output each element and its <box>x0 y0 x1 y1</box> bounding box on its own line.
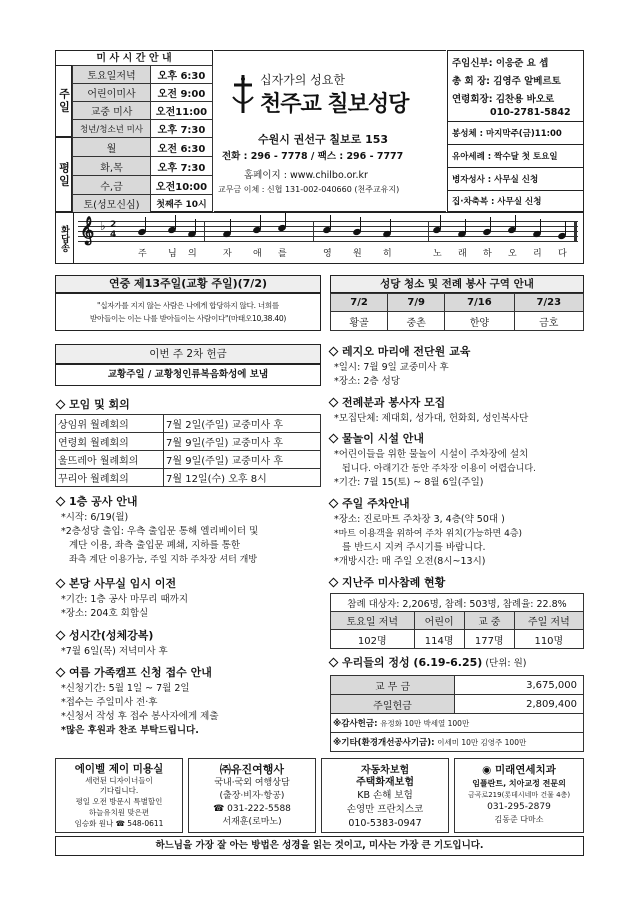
hymn-syllable: 노 <box>433 249 442 259</box>
notice-line: *시작: 6/19(월) <box>61 512 129 523</box>
offering-content: 교황주일 / 교황청인류복음화성에 보냄 <box>55 364 321 386</box>
cleaning-date: 7/23 <box>514 294 583 312</box>
hymn-syllable: 영 <box>323 249 332 259</box>
notice-line: 계단 이용, 좌측 출입문 폐쇄, 지하를 통한 <box>69 540 240 551</box>
meeting-name: 꾸리아 월례회의 <box>56 469 164 487</box>
office-title: 본당 사무실 임시 이전 <box>55 575 323 591</box>
meeting-name: 울뜨레아 월례회의 <box>56 451 164 469</box>
staff-funeral-phone: 010-2781-5842 <box>490 107 571 118</box>
mass-row <box>73 102 213 120</box>
ad-line: 기다립니다. <box>99 786 139 795</box>
church-name: 천주교 칠보성당 <box>260 91 409 117</box>
music-note-stem <box>540 219 541 233</box>
mass-name: 교중 미사 <box>73 102 151 120</box>
notice-line: *모집단체: 제대회, 성가대, 헌화회, 성인복사단 <box>334 413 529 424</box>
donation-amount: 2,809,400 <box>455 695 584 714</box>
cleaning-date: 7/16 <box>445 294 514 312</box>
diamond-icon <box>329 657 339 667</box>
thanks-value: 유정화 10만 박세열 100만 <box>380 719 470 728</box>
attendance-table <box>330 593 584 649</box>
mass-row <box>73 66 213 84</box>
meetings-table <box>55 414 321 487</box>
water-notice <box>328 430 586 490</box>
cleaning-area: 금호 <box>514 312 583 331</box>
notice-line: 됩니다. 아래기간 동안 주차장 이용이 어렵습니다. <box>342 464 536 474</box>
ad-line: 주택화재보험 <box>356 777 414 788</box>
ad-line: 하늘유치원 맞은편 <box>88 808 150 817</box>
music-note-stem <box>360 217 361 231</box>
mass-time: 첫째주 10시 <box>151 195 213 213</box>
sunday-quote-box <box>55 293 321 331</box>
attendance-summary-row <box>331 594 584 612</box>
church-header <box>214 50 446 212</box>
donation-table <box>330 675 584 752</box>
notice-line: 좌측 계단 이용가능, 주일 지하 주차장 셔터 개방 <box>69 555 258 565</box>
hymn-syllable: 애 <box>253 249 262 259</box>
notice-line: *장소: 2층 성당 <box>334 376 400 387</box>
mass-row <box>73 195 213 213</box>
construction-title: 1층 공사 안내 <box>55 493 323 509</box>
meeting-when: 7월 2일(주일) 교중미사 후 <box>164 415 321 433</box>
hymn-syllable: 자 <box>223 249 232 259</box>
music-note-stem <box>145 217 146 231</box>
donation-amount: 3,675,000 <box>455 676 584 695</box>
ad-line: 금곡로219(롯데시네마 건물 4층) <box>467 791 571 799</box>
table-row <box>331 695 584 714</box>
ad-line: 김동준 다마소 <box>494 815 544 824</box>
table-row <box>56 451 321 469</box>
mass-name: 월 <box>73 138 151 157</box>
hymn-syllable: 하 <box>483 249 492 259</box>
music-note-stem <box>465 219 466 233</box>
legio-notice <box>328 343 586 389</box>
church-logo-icon <box>230 73 256 115</box>
holy-hour-notice <box>55 627 323 659</box>
cleaning-area: 한양 <box>445 312 514 331</box>
mass-name: 화,목 <box>73 157 151 176</box>
hymn-syllable: 주 <box>138 249 147 259</box>
mass-name: 수,금 <box>73 176 151 195</box>
cleaning-areas-row <box>331 312 584 331</box>
attendance-header: 토요일 저녁 <box>331 612 415 630</box>
ad-travel <box>188 758 316 833</box>
attendance-value: 102명 <box>331 630 415 649</box>
music-note-stem <box>565 221 566 235</box>
staff-anointing: 병자성사 : 사무실 신청 <box>452 175 539 185</box>
diamond-icon <box>329 577 339 587</box>
construction-notice <box>55 493 323 567</box>
music-note-stem <box>260 215 261 229</box>
hymn-syllable: 의 <box>188 249 197 259</box>
sunday-quote-line: "십자가를 지지 않는 사람은 나에게 합당하지 않다. 너희를 <box>97 301 279 310</box>
hymn-syllable: 원 <box>353 249 362 259</box>
ad-title: 에이벨 제이 미용실 <box>74 763 164 775</box>
donation-title: 우리들의 정성 (6.19-6.25) (단위: 원) <box>328 654 527 670</box>
notice-line: *신청기간: 5월 1일 ~ 7월 2일 <box>61 683 190 694</box>
diamond-icon <box>329 433 339 443</box>
music-note-stem <box>230 219 231 233</box>
mass-sunday-table <box>72 65 213 138</box>
attendance-value: 110명 <box>514 630 583 649</box>
mass-time: 오후 6:30 <box>151 66 213 84</box>
meeting-when: 7월 12일(수) 오후 8시 <box>164 469 321 487</box>
cleaning-area: 황골 <box>331 312 388 331</box>
diamond-icon <box>329 498 339 508</box>
cleaning-date: 7/2 <box>331 294 388 312</box>
ad-line: ☎ 031-222-5588 <box>213 804 291 814</box>
attendance-header: 교 중 <box>464 612 514 630</box>
ad-line: 031-295-2879 <box>487 802 551 812</box>
weekday-label-box <box>55 137 72 212</box>
hymn-box <box>55 212 584 264</box>
mass-schedule-title: 미 사 시 간 안 내 <box>56 51 212 66</box>
ad-line: (출장·비자·항공) <box>219 791 285 801</box>
camp-notice <box>55 664 323 738</box>
hymn-syllable: 를 <box>278 249 287 259</box>
music-note-stem <box>390 219 391 233</box>
mass-time: 오전 9:00 <box>151 84 213 102</box>
attendance-values-row <box>331 630 584 649</box>
mass-row <box>73 176 213 195</box>
music-note-stem <box>515 215 516 229</box>
mass-row <box>73 84 213 102</box>
notice-line: *마트 이용객을 위하여 주차 위치(가능하면 4층) <box>334 529 523 539</box>
ad-line: 손영만 프란치스코 <box>346 804 424 815</box>
attendance-header-row <box>331 612 584 630</box>
ad-line: KB 손해 보험 <box>357 790 413 801</box>
table-row <box>331 676 584 695</box>
attendance-summary: 참례 대상자: 2,206명, 참례: 503명, 참례율: 22.8% <box>331 594 584 612</box>
mass-row <box>73 157 213 176</box>
ad-dental <box>454 758 584 833</box>
ad-line: 임승화 원나 ☎ 548-0611 <box>74 819 164 828</box>
diamond-icon <box>56 496 66 506</box>
ad-title: 자동차보험 <box>360 765 410 776</box>
sunday-quote-line: 받아들이는 이는 나를 받아들이는 사람이다"(마태오10,38.40) <box>89 314 287 323</box>
table-row <box>331 714 584 733</box>
staff-baptism: 유아세례 : 짝수달 첫 토요일 <box>452 152 558 162</box>
staff-communion: 봉성체 : 마지막주(금)11:00 <box>452 129 562 139</box>
sunday-label: 주일 <box>57 88 71 114</box>
donation-unit: (단위: 원) <box>485 658 527 669</box>
music-note-stem <box>440 215 441 229</box>
cleaning-area: 중촌 <box>388 312 445 331</box>
church-account: 교무금 이체 : 신협 131-002-040660 (천주교유지) <box>218 185 400 194</box>
meeting-name: 연령회 월례회의 <box>56 433 164 451</box>
mass-name: 토(성모신심) <box>73 195 151 213</box>
ad-insurance <box>321 758 449 833</box>
attendance-header: 주일 저녁 <box>514 612 583 630</box>
church-homepage[interactable]: 홈페이지 : www.chilbo.or.kr <box>244 170 368 181</box>
table-row <box>331 733 584 752</box>
ad-line: 평일 오전 방문시 특별할인 <box>75 797 163 806</box>
ad-line: 세련된 디자이너들이 <box>85 776 153 785</box>
notice-line: *장소: 진로마트 주차장 3, 4층(약 50대 ) <box>334 514 505 525</box>
staff-president: 총 회 장: 김영주 알베르토 <box>452 76 561 87</box>
music-staff <box>78 215 578 244</box>
music-note-stem <box>330 215 331 229</box>
staff-funeral: 연령회장: 김찬용 바오로 <box>452 94 555 105</box>
mass-time: 오후 7:30 <box>151 157 213 176</box>
liturgy-title: 전례분과 봉사자 모집 <box>328 394 586 410</box>
flat-icon: ♭ <box>100 219 106 233</box>
mass-time: 오후 7:30 <box>151 120 213 138</box>
diamond-icon <box>56 399 66 409</box>
parking-notice <box>328 495 586 569</box>
footer-verse: 하느님을 가장 잘 아는 방법은 성경을 읽는 것이고, 미사는 가장 큰 기도입니다. <box>55 836 584 856</box>
mass-time: 오전 6:30 <box>151 138 213 157</box>
notice-line: *신청서 작성 후 접수 봉사자에게 제출 <box>61 711 219 722</box>
mass-row <box>73 138 213 157</box>
offering-title: 이번 주 2차 헌금 <box>55 344 321 364</box>
mass-time: 오전11:00 <box>151 102 213 120</box>
ad-salon <box>55 758 183 833</box>
notice-line: *접수는 주일미사 전·후 <box>61 697 158 708</box>
notice-line: *개방시간: 매 주일 오전(8시~13시) <box>334 556 486 567</box>
mass-row <box>73 120 213 138</box>
mass-name: 청년/청소년 미사 <box>73 120 151 138</box>
table-row <box>56 415 321 433</box>
hymn-syllable: 래 <box>458 249 467 259</box>
staff-blessing: 집·차축복 : 사무실 신청 <box>452 197 542 207</box>
ad-line: 010-5383-0947 <box>348 818 422 829</box>
legio-title: 레지오 마리애 전단원 교육 <box>328 343 586 359</box>
treble-clef-icon: 𝄞 <box>80 215 95 244</box>
attendance-value: 177명 <box>464 630 514 649</box>
diamond-icon <box>56 667 66 677</box>
church-phone: 전화 : 296 - 7778 / 팩스 : 296 - 7777 <box>222 151 404 162</box>
cleaning-date: 7/9 <box>388 294 445 312</box>
meeting-when: 7월 9일(주일) 교중미사 후 <box>164 451 321 469</box>
notice-line: *2층성당 출입: 우측 출입문 통해 엘리베이터 및 <box>61 526 259 537</box>
parking-title: 주일 주차안내 <box>328 495 586 511</box>
ad-title: ◉ 미래연세치과 <box>482 764 556 776</box>
diamond-icon <box>329 346 339 356</box>
attendance-header: 어린이 <box>414 612 464 630</box>
time-signature: 2 4 <box>110 220 117 240</box>
ad-line: 서재훈(로마노) <box>222 817 282 827</box>
office-notice <box>55 575 323 621</box>
ad-title: ㈜유진여행사 <box>219 763 285 776</box>
meetings-title: 모임 및 회의 <box>55 396 130 412</box>
mass-time: 오전10:00 <box>151 176 213 195</box>
mass-name: 어린이미사 <box>73 84 151 102</box>
table-row <box>56 469 321 487</box>
other-value: 이세미 10만 김영주 100만 <box>437 738 527 747</box>
hymn-syllable: 님 <box>168 249 177 259</box>
notice-line: 를 반드시 지켜 주시기를 바랍니다. <box>342 542 486 553</box>
hymn-syllable: 리 <box>533 249 542 259</box>
table-row <box>56 433 321 451</box>
staff-box <box>447 50 584 212</box>
diamond-icon <box>329 397 339 407</box>
notice-line: *일시: 7월 9일 교중미사 후 <box>334 362 449 373</box>
ad-line: 국내·국외 여행상담 <box>214 778 290 788</box>
liturgy-notice <box>328 394 586 426</box>
music-note-stem <box>195 219 196 233</box>
sunday-title: 연중 제13주일(교황 주일)(7/2) <box>55 275 321 293</box>
staff-pastor: 주임신부: 이응준 요 셉 <box>452 58 549 69</box>
sunday-label-box <box>55 65 72 137</box>
notice-line: *장소: 204호 회합실 <box>61 608 149 619</box>
mass-weekday-table <box>72 137 213 213</box>
cleaning-dates-row <box>331 294 584 312</box>
donation-name: 주일헌금 <box>331 695 455 714</box>
holy-hour-title: 성시간(성체강복) <box>55 627 323 643</box>
cleaning-title: 성당 청소 및 전례 봉사 구역 안내 <box>330 275 584 293</box>
hymn-label-box <box>56 213 74 263</box>
notice-line: *어린이들을 위한 물놀이 시설이 주차장에 설치 <box>334 449 529 460</box>
notice-line: *기간: 7월 15(토) ~ 8월 6일(주일) <box>334 477 484 488</box>
music-note-stem <box>490 217 491 231</box>
diamond-icon <box>56 630 66 640</box>
tooth-icon: ◉ <box>482 764 492 776</box>
camp-title: 여름 가족캠프 신청 접수 안내 <box>55 664 323 680</box>
hymn-syllable: 오 <box>508 249 517 259</box>
music-note-stem <box>285 213 286 227</box>
hymn-label: 화답송 <box>59 224 69 252</box>
mass-name: 토요일저녁 <box>73 66 151 84</box>
notice-line: *많은 후원과 찬조 부탁드립니다. <box>61 725 199 736</box>
attendance-title: 지난주 미사참례 현황 <box>328 574 445 590</box>
thanks-label: ※감사헌금: <box>333 719 378 729</box>
church-address: 수원시 권선구 칠보로 153 <box>258 133 389 146</box>
notice-line: *7월 6일(목) 저녁미사 후 <box>61 646 168 657</box>
other-label: ※기타(환경개선공사기금): <box>333 738 435 748</box>
hymn-syllable: 다 <box>558 249 567 259</box>
notice-line: *기간: 1층 공사 마무리 때까지 <box>61 594 189 605</box>
diamond-icon <box>56 578 66 588</box>
church-subtitle: 십자가의 성요한 <box>260 73 345 87</box>
ad-line: 임플란트, 치아교정 전문의 <box>472 779 566 788</box>
weekday-label: 평일 <box>57 161 71 188</box>
cleaning-table <box>330 293 584 331</box>
meeting-when: 7월 9일(주일) 교중미사 후 <box>164 433 321 451</box>
attendance-value: 114명 <box>414 630 464 649</box>
water-title: 물놀이 시설 안내 <box>328 430 586 446</box>
donation-name: 교 무 금 <box>331 676 455 695</box>
music-note-stem <box>175 215 176 229</box>
hymn-syllable: 히 <box>383 249 392 259</box>
meeting-name: 상임위 월례회의 <box>56 415 164 433</box>
hymn-lyrics <box>78 246 578 260</box>
